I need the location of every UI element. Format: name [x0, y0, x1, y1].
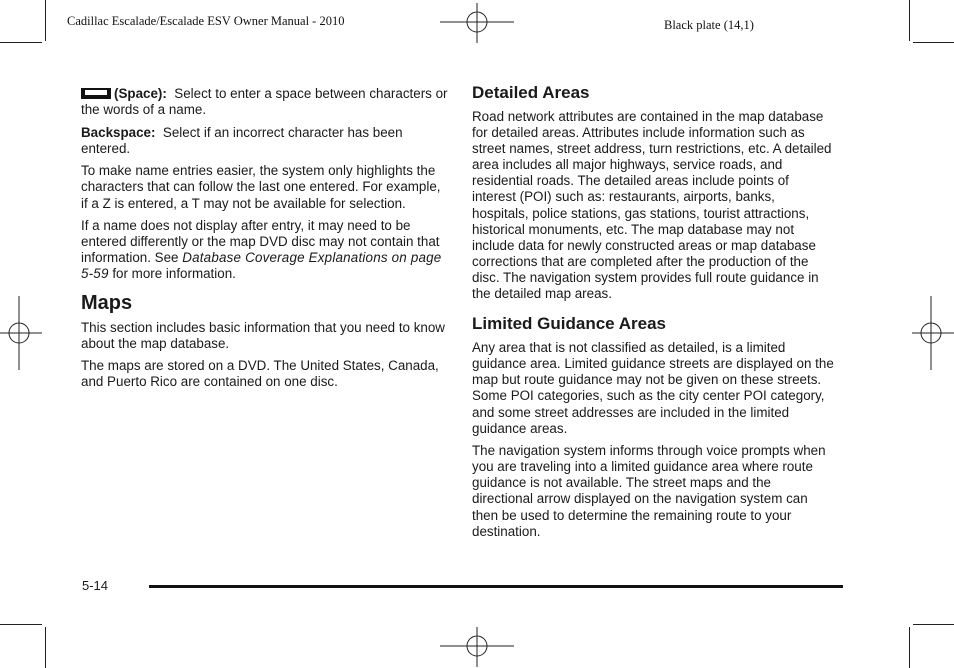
crop-mark-top-right-h [913, 42, 954, 43]
name-entry-text-a: If a name does not display after entry, it may need to be entered differently or the map DVD disc may not contain that information. See [81, 218, 440, 266]
detailed-areas-heading: Detailed Areas [472, 83, 590, 102]
left-column [81, 86, 449, 397]
space-label: (Space): [114, 86, 167, 101]
manual-title: Cadillac Escalade/Escalade ESV Owner Manual - 2010 [67, 14, 345, 28]
maps-heading: Maps [81, 291, 133, 314]
limited-guidance-paragraph-2: The navigation system informs through voice prompts when you are traveling into a limited guidance area where route guidance is not available. The street maps and the directional arrow displayed on the navigation system can then be used to determine the remaining route to your destination. [472, 443, 826, 539]
crop-mark-top-left-h [0, 42, 42, 43]
crop-mark-top-right-v [909, 0, 910, 41]
highlight-paragraph: To make name entries easier, the system only highlights the characters that can follow the last one entered. For example, if a Z is entered, a T may not be available for selection. [81, 163, 441, 211]
name-entry-text-b: for more information. [108, 266, 236, 282]
crosshair-left-icon [0, 296, 42, 370]
crop-mark-bottom-right-h [913, 624, 954, 625]
backspace-text: Select if an incorrect character has been entered. [81, 124, 403, 156]
maps-paragraph-1: This section includes basic information that you need to know about the map database. [81, 319, 445, 351]
backspace-entry [81, 125, 449, 157]
database-coverage-link[interactable]: Database Coverage Explanations on page 5‑59 [81, 250, 442, 282]
crop-mark-bottom-right-v [909, 627, 910, 668]
crop-mark-bottom-left-h [0, 624, 42, 625]
crosshair-right-icon [912, 296, 954, 370]
crop-mark-top-left-v [45, 0, 46, 41]
page-number: 5-14 [82, 578, 109, 593]
right-column [472, 82, 834, 546]
space-entry [81, 86, 449, 118]
limited-guidance-paragraph-1: Any area that is not classified as detailed, is a limited guidance area. Limited guidance streets are displayed on the map but route guidance may not be given on these streets. Some POI categories, such as the city center POI category, and some street addresses are included in the limited guidance areas. [472, 340, 834, 436]
crosshair-bottom-icon [440, 627, 514, 667]
detailed-areas-paragraph: Road network attributes are contained in the map database for detailed areas. Attributes include information such as street names, street address, turn restrictions, etc. A detailed area includes all major highways, service roads, and residential roads. The detailed areas include points of interest (POI) such as: restaurants, airports, banks, hospitals, police stations, gas stations, tourist attractions, historical monuments, etc. The map database may not include data for newly constructed areas or map database corrections that are completed after the production of the disc. The navigation system provides full route guidance in the detailed map areas. [472, 109, 832, 302]
maps-paragraph-2: The maps are stored on a DVD. The United States, Canada, and Puerto Rico are contained on one disc. [81, 358, 439, 390]
space-key-icon [81, 88, 111, 99]
crosshair-top-icon [440, 3, 514, 43]
space-text: Select to enter a space between characters or the words of a name. [81, 86, 448, 118]
name-entry-paragraph [81, 218, 449, 282]
backspace-label: Backspace: [81, 124, 156, 140]
limited-guidance-heading: Limited Guidance Areas [472, 314, 666, 334]
crop-mark-bottom-left-v [45, 627, 46, 668]
plate-label: Black plate (14,1) [664, 18, 754, 32]
footer-rule [149, 585, 843, 588]
